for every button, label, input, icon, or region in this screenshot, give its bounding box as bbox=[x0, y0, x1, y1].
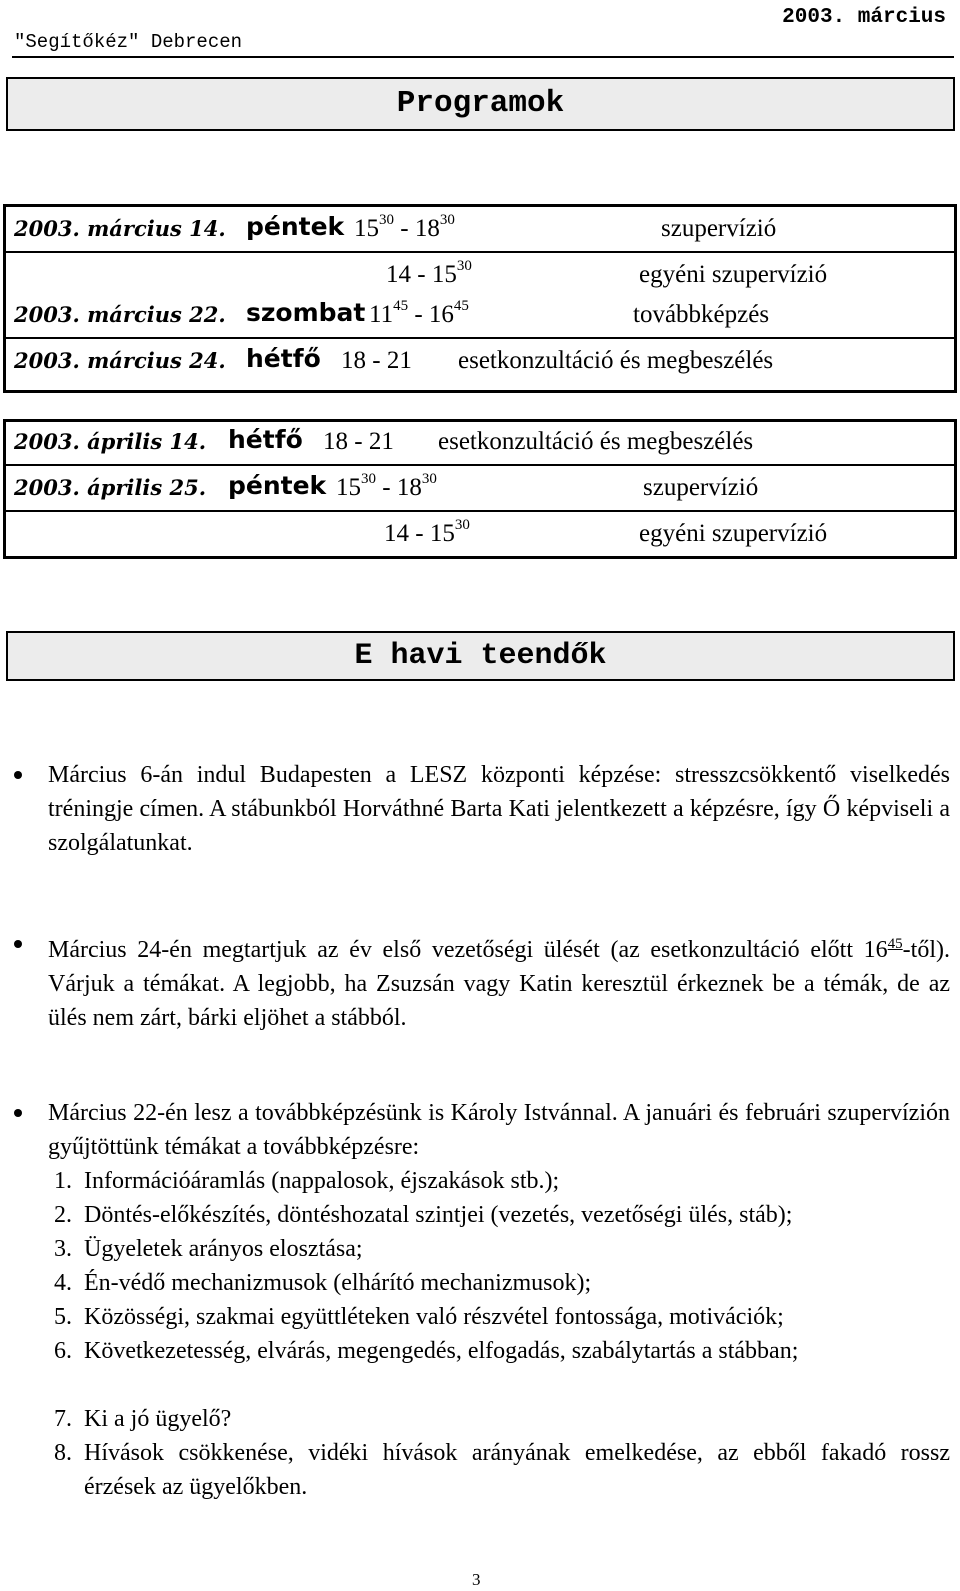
topic-text: Ügyeletek arányos elosztása; bbox=[84, 1236, 363, 1262]
section-title: E havi teendők bbox=[6, 631, 955, 681]
schedule-activity: továbbképzés bbox=[633, 301, 770, 328]
schedule-date: 2003. április 25. bbox=[14, 475, 207, 500]
bullet-item: Március 6-án indul Budapesten a LESZ központi képzése: stresszcsökkentő viselkedés tréningje címen. A stábunkból Horváthné Barta Kati jelentkezett a képzésre, így Ő képviseli a szolgálatunkat. bbox=[48, 762, 950, 856]
topic-number: 1. bbox=[54, 1168, 72, 1194]
schedule-row bbox=[6, 512, 954, 558]
topic-number: 6. bbox=[54, 1338, 72, 1364]
schedule-day: hétfő bbox=[228, 425, 303, 454]
schedule-row bbox=[6, 466, 954, 512]
schedule-time: 18 - 21 bbox=[323, 428, 394, 455]
header-rule bbox=[12, 56, 954, 58]
schedule-row bbox=[6, 207, 954, 253]
topic-text: Hívások csökkenése, vidéki hívások arányának emelkedése, az ebből fakadó rossz érzések az ügyelőkben. bbox=[84, 1440, 950, 1500]
bullet-dot bbox=[14, 771, 22, 779]
bullet-dot bbox=[14, 1109, 22, 1117]
topic-number: 4. bbox=[54, 1270, 72, 1296]
topic-text: Információáramlás (nappalosok, éjszakások stb.); bbox=[84, 1168, 560, 1194]
schedule-activity: egyéni szupervízió bbox=[639, 261, 828, 288]
schedule-day: szombat bbox=[246, 298, 366, 327]
topic-number: 3. bbox=[54, 1236, 72, 1262]
topic-text: Döntés-előkészítés, döntéshozatal szintjei (vezetés, vezetőségi ülés, stáb); bbox=[84, 1202, 793, 1228]
schedule-time: $14 - 15^{30}$ bbox=[384, 517, 470, 547]
schedule-time: $15^{30} - 18^{30}$ bbox=[336, 471, 437, 501]
schedule-row bbox=[6, 293, 954, 339]
topic-text: Következetesség, elvárás, megengedés, elfogadás, szabálytartás a stábban; bbox=[84, 1338, 799, 1364]
topic-number: 5. bbox=[54, 1304, 72, 1330]
schedule-time: $14 - 15^{30}$ bbox=[386, 258, 472, 288]
schedule-box-march bbox=[3, 204, 957, 393]
schedule-activity: egyéni szupervízió bbox=[639, 520, 828, 547]
page-number: 3 bbox=[472, 1570, 481, 1589]
page-title: Programok bbox=[6, 77, 955, 131]
schedule-activity: esetkonzultáció és megbeszélés bbox=[438, 428, 754, 455]
schedule-day: hétfő bbox=[246, 344, 321, 373]
schedule-day: péntek bbox=[246, 212, 345, 241]
schedule-date: 2003. március 14. bbox=[14, 216, 226, 241]
schedule-time: $11^{45} - 16^{45}$ bbox=[369, 298, 469, 328]
schedule-time: 18 - 21 bbox=[341, 347, 412, 374]
bullet-item: Március 24-én megtartjuk az év első vezetőségi ülését (az esetkonzultáció előtt $16^{45}-től$). Várjuk a témákat. A legjobb, ha Zsuzsán vagy Katin keresztül érkeznek be a témák, de az ülés nem zárt, bárki eljöhet a stábból. bbox=[48, 936, 950, 1031]
schedule-date: 2003. március 22. bbox=[14, 302, 226, 327]
schedule-activity: esetkonzultáció és megbeszélés bbox=[458, 347, 774, 374]
schedule-day: péntek bbox=[228, 471, 327, 500]
schedule-activity: szupervízió bbox=[643, 474, 759, 501]
bullet-item: Március 22-én lesz a továbbképzésünk is Károly Istvánnal. A januári és februári szupervízión gyűjtöttünk témákat a továbbképzésre: bbox=[48, 1100, 950, 1160]
topic-text: Közösségi, szakmai együttléteken való részvétel fontossága, motivációk; bbox=[84, 1304, 784, 1330]
topic-number: 8. bbox=[54, 1440, 72, 1466]
topic-text: Én-védő mechanizmusok (elhárító mechanizmusok); bbox=[84, 1270, 592, 1296]
schedule-row bbox=[6, 420, 954, 466]
schedule-date: 2003. március 24. bbox=[14, 348, 226, 373]
schedule-row bbox=[6, 339, 954, 385]
schedule-box-april bbox=[3, 419, 957, 559]
header-organization: "Segítőkéz" Debrecen bbox=[14, 31, 243, 53]
schedule-date: 2003. április 14. bbox=[14, 429, 207, 454]
bullet-dot bbox=[14, 940, 22, 948]
schedule-activity: szupervízió bbox=[661, 215, 777, 242]
schedule-time: $15^{30} - 18^{30}$ bbox=[354, 212, 455, 242]
topic-number: 2. bbox=[54, 1202, 72, 1228]
header-date: 2003. március bbox=[782, 6, 946, 29]
topic-text: Ki a jó ügyelő? bbox=[84, 1406, 232, 1432]
topic-number: 7. bbox=[54, 1406, 72, 1432]
